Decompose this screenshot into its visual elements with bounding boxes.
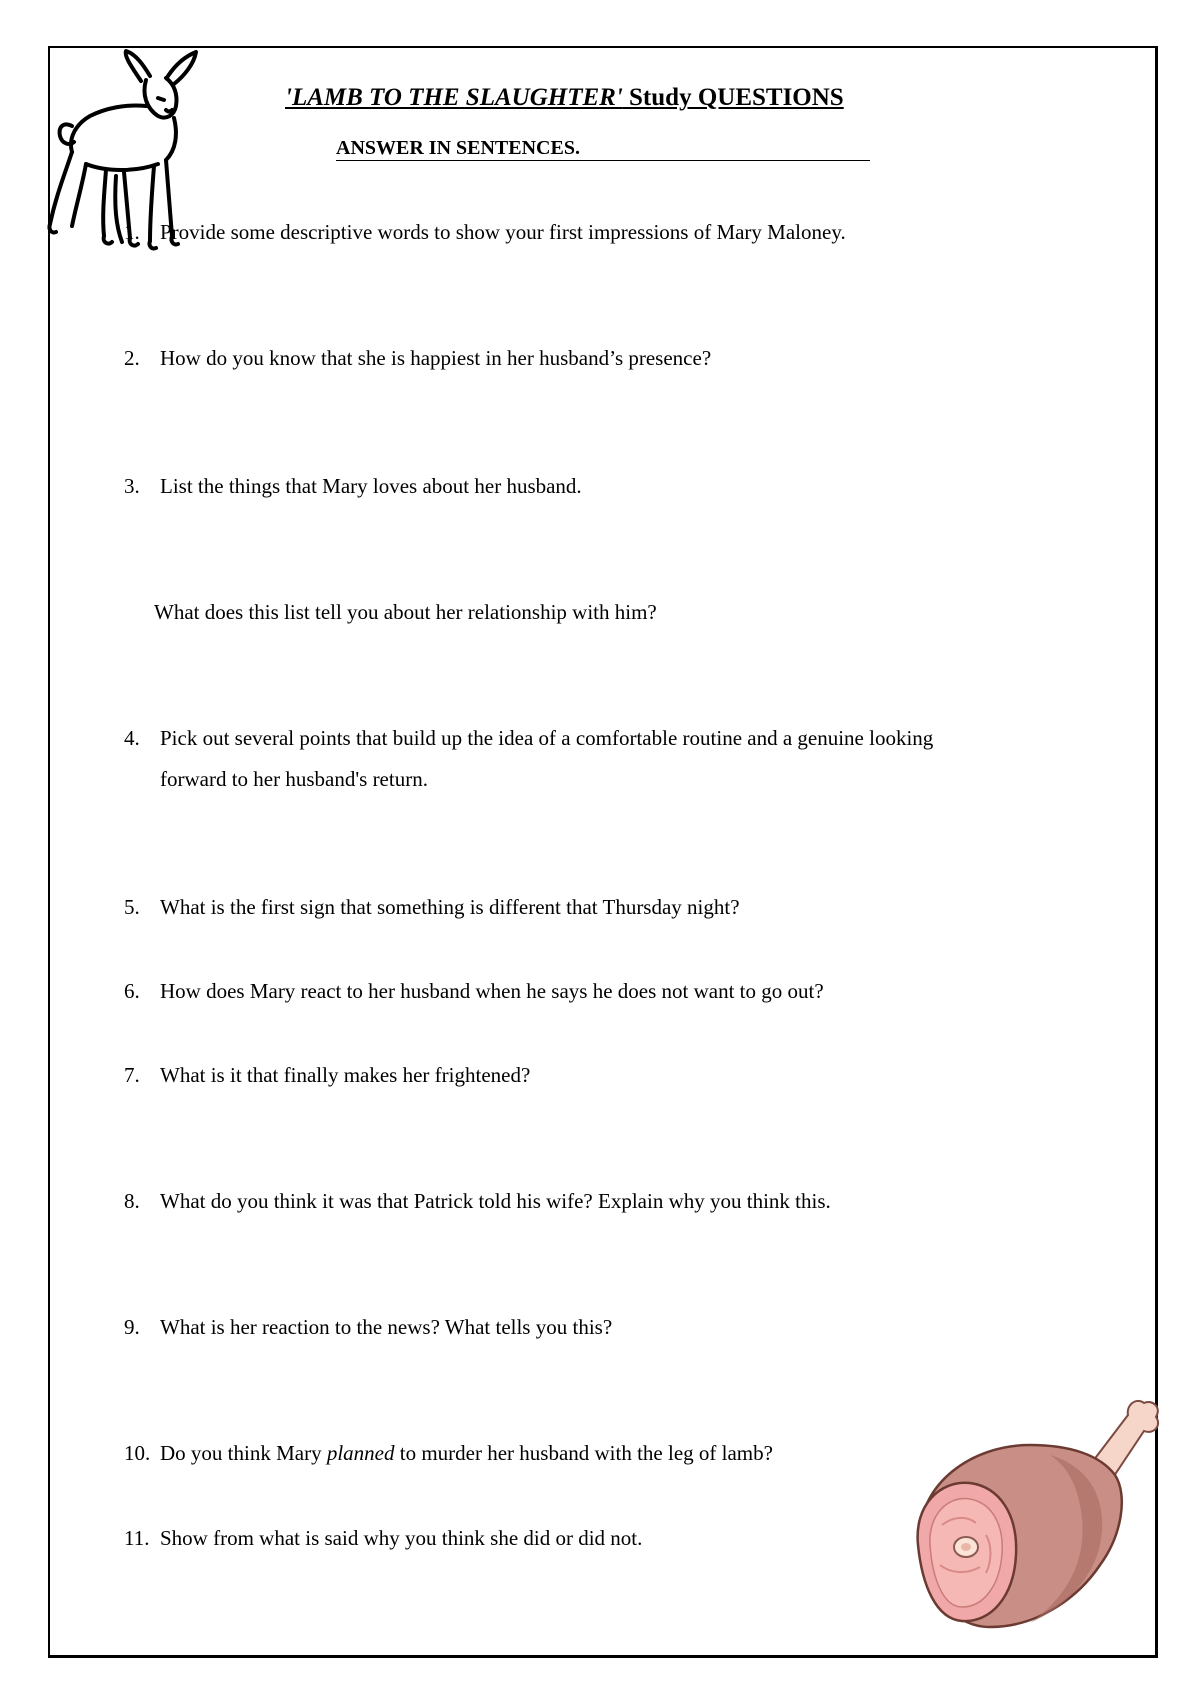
title-suffix: Study QUESTIONS <box>622 84 844 111</box>
question-text: Pick out several points that build up the idea of a comfortable routine and a genuine looking <box>160 726 934 750</box>
question-text-emphasis: planned <box>326 1441 395 1465</box>
question-number: 8. <box>124 1189 140 1213</box>
question-number: 6. <box>124 979 140 1003</box>
question-text: What does this list tell you about her relationship with him? <box>154 600 657 624</box>
question-text: List the things that Mary loves about her husband. <box>160 474 582 498</box>
page-subtitle: ANSWER IN SENTENCES. <box>336 136 870 161</box>
question-number: 10. <box>124 1441 151 1465</box>
question-number: 5. <box>124 895 140 919</box>
question-number: 11. <box>124 1526 150 1550</box>
page-title <box>285 84 844 112</box>
leg-of-lamb-illustration <box>900 1395 1170 1635</box>
question-text: What do you think it was that Patrick told his wife? Explain why you think this. <box>160 1189 831 1213</box>
question-text: What is her reaction to the news? What tells you this? <box>160 1315 613 1339</box>
question-number: 7. <box>124 1063 140 1087</box>
question-text: How does Mary react to her husband when he says he does not want to go out? <box>160 979 824 1003</box>
question-text-start: Do you think Mary <box>160 1441 327 1465</box>
question-text <box>160 1433 773 1473</box>
title-story-name: 'LAMB TO THE SLAUGHTER' <box>285 84 623 111</box>
question-number: 3. <box>124 474 140 498</box>
question-number: 1. <box>124 220 140 244</box>
question-number: 4. <box>124 726 140 750</box>
question-text: Provide some descriptive words to show your first impressions of Mary Maloney. <box>160 220 846 244</box>
question-text: What is the first sign that something is different that Thursday night? <box>160 895 740 919</box>
question-text: How do you know that she is happiest in her husband’s presence? <box>160 346 712 370</box>
question-text: What is it that finally makes her frightened? <box>160 1063 531 1087</box>
question-number: 2. <box>124 346 140 370</box>
question-text-end: to murder her husband with the leg of lamb? <box>394 1441 773 1465</box>
question-text: Show from what is said why you think she did or did not. <box>160 1526 643 1550</box>
question-text-continued: forward to her husband's return. <box>160 767 428 791</box>
question-number: 9. <box>124 1315 140 1339</box>
